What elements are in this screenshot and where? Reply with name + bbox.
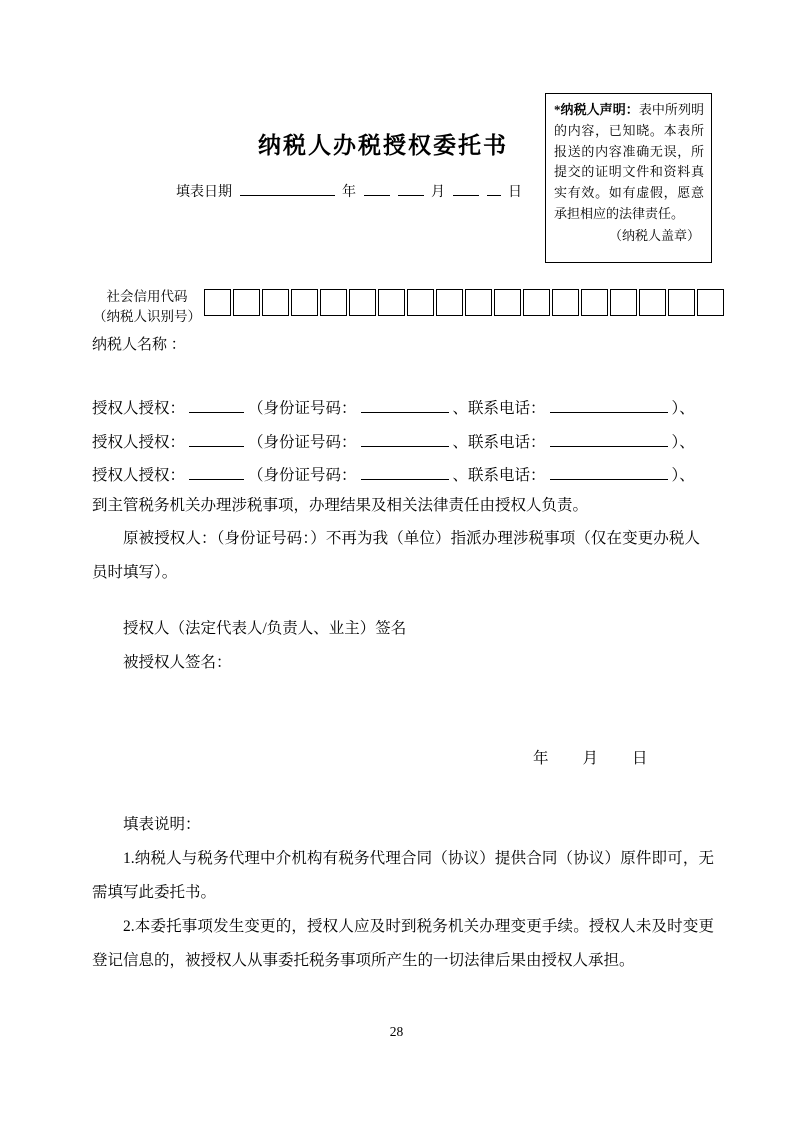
authorization-line xyxy=(92,426,695,460)
phone-number-blank xyxy=(550,467,668,480)
date-month-blank xyxy=(364,183,390,196)
id-number-blank xyxy=(361,467,449,480)
authorized-signature-label: 被授权人签名： xyxy=(123,654,232,671)
auth-prefix: 授权人授权： xyxy=(92,400,186,417)
code-box xyxy=(291,289,318,316)
credit-code-label-line2: （纳税人识别号） xyxy=(93,308,201,324)
code-box xyxy=(378,289,405,316)
credit-code-boxes xyxy=(204,289,724,316)
code-box xyxy=(233,289,260,316)
authorization-line xyxy=(92,459,695,493)
code-box xyxy=(523,289,550,316)
former-authorized-clause: 原被授权人：（身份证号码：）不再为我（单位）指派办理涉税事项（仅在变更办税人员时填写）。 xyxy=(92,530,700,581)
code-box xyxy=(349,289,376,316)
responsibility-text: 到主管税务机关办理涉税事项，办理结果及相关法律责任由授权人负责。 xyxy=(92,497,589,514)
code-box xyxy=(581,289,608,316)
taxpayer-declaration-box xyxy=(545,93,712,263)
date-year-blank xyxy=(240,183,335,196)
date-day-blank xyxy=(487,183,501,196)
code-box xyxy=(204,289,231,316)
auth-prefix: 授权人授权： xyxy=(92,433,186,451)
code-box xyxy=(697,289,724,316)
phone-number-blank xyxy=(550,400,668,413)
year-label: 年 xyxy=(342,185,356,200)
instruction-item: 2.本委托事项发生变更的，授权人应及时到税务机关办理变更手续。授权人未及时变更登记信息的，被授权人从事委托税务事项所产生的一切法律后果由授权人承担。 xyxy=(92,918,714,969)
auth-phone-label: 、联系电话： xyxy=(452,433,546,451)
day-label: 日 xyxy=(508,185,522,200)
authorization-block xyxy=(92,392,695,493)
credit-code-label-line1: 社会信用代码 xyxy=(106,289,188,304)
taxpayer-seal-note: （纳税人盖章） xyxy=(608,227,700,243)
month-label: 月 xyxy=(431,185,445,200)
auth-phone-label: 、联系电话： xyxy=(452,467,546,484)
fill-date-line xyxy=(176,181,522,201)
code-box xyxy=(639,289,666,316)
id-number-blank xyxy=(361,400,449,413)
auth-id-label: （身份证号码： xyxy=(248,400,357,417)
instructions-section xyxy=(92,808,714,978)
code-box xyxy=(494,289,521,316)
authorizer-name-blank xyxy=(189,467,244,480)
page-title: 纳税人办税授权委托书 xyxy=(258,133,508,158)
auth-suffix: ）、 xyxy=(671,433,695,451)
date-day-blank xyxy=(453,183,479,196)
credit-code-label xyxy=(93,287,201,326)
auth-suffix: ）、 xyxy=(671,467,695,484)
date-month-blank xyxy=(398,183,424,196)
code-box xyxy=(668,289,695,316)
authorizer-name-blank xyxy=(189,434,244,447)
instruction-item: 1.纳税人与税务代理中介机构有税务代理合同（协议）提供合同（协议）原件即可，无需填写此委托书。 xyxy=(92,850,714,901)
auth-id-label: （身份证号码： xyxy=(248,433,357,451)
code-box xyxy=(610,289,637,316)
fill-date-label: 填表日期 xyxy=(176,185,232,200)
page-number: 28 xyxy=(389,1024,404,1039)
authorization-line xyxy=(92,392,695,426)
phone-number-blank xyxy=(550,434,668,447)
declaration-label: *纳税人声明： xyxy=(554,102,639,117)
taxpayer-name-label: 纳税人名称 ： xyxy=(92,337,186,353)
code-box xyxy=(407,289,434,316)
authorizer-name-blank xyxy=(189,400,244,413)
code-box xyxy=(262,289,289,316)
code-box xyxy=(320,289,347,316)
code-box xyxy=(436,289,463,316)
instructions-title: 填表说明： xyxy=(123,816,201,833)
auth-prefix: 授权人授权： xyxy=(92,467,186,484)
declaration-body: 表中所列明的内容，已知晓。本表所报送的内容准确无误，所提交的证明文件和资料真实有效。如有虚假，愿意承担相应的法律责任。 xyxy=(554,102,704,221)
signature-date: 年 月 日 xyxy=(533,750,649,767)
id-number-blank xyxy=(361,434,449,447)
authorizer-signature-label: 授权人（法定代表人/负责人、业主）签名 xyxy=(123,620,407,637)
auth-id-label: （身份证号码： xyxy=(248,467,357,484)
code-box xyxy=(552,289,579,316)
auth-phone-label: 、联系电话： xyxy=(452,400,546,417)
code-box xyxy=(465,289,492,316)
auth-suffix: ）、 xyxy=(671,400,695,417)
